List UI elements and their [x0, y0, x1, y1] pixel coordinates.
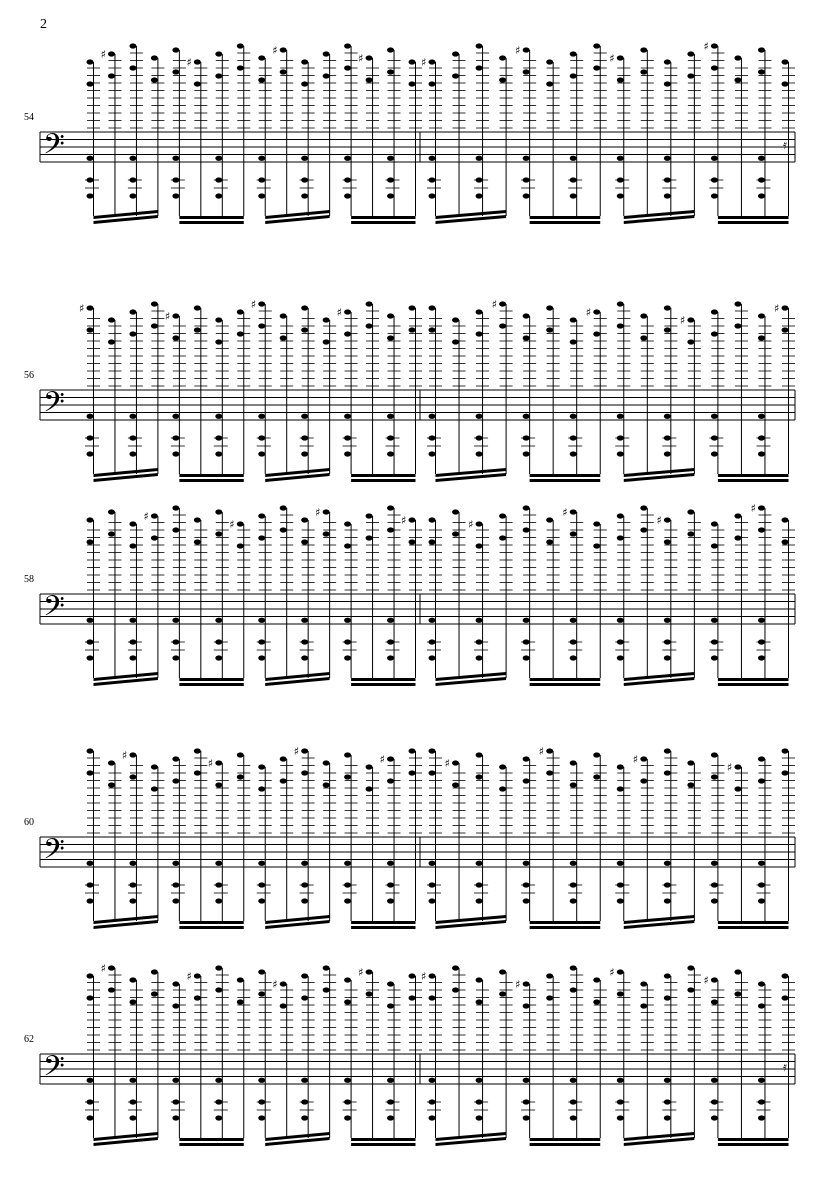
- notehead: [194, 973, 201, 978]
- notehead: [387, 981, 394, 986]
- rest-icon: 𝄿: [783, 1060, 787, 1075]
- sharp-icon: ♯: [315, 506, 321, 519]
- sharp-icon: ♯: [609, 966, 615, 979]
- notehead: [546, 973, 553, 978]
- sharp-icon: ♯: [774, 302, 780, 315]
- notehead: [280, 1003, 287, 1008]
- sharp-icon: ♯: [207, 757, 214, 770]
- notehead: [258, 1078, 265, 1083]
- sharp-icon: ♯: [585, 306, 592, 319]
- notehead: [711, 1078, 718, 1083]
- sharp-icon: ♯: [164, 310, 171, 323]
- notehead: [640, 1003, 647, 1008]
- sharp-icon: ♯: [491, 298, 497, 311]
- sharp-icon: ♯: [272, 44, 278, 57]
- rest-icon: 𝄿: [783, 138, 787, 153]
- page-number: 2: [40, 17, 47, 32]
- sharp-icon: ♯: [79, 302, 85, 315]
- sharp-icon: ♯: [379, 753, 385, 766]
- notehead: [172, 1115, 179, 1120]
- sharp-icon: ♯: [656, 514, 662, 527]
- notehead: [570, 1078, 577, 1083]
- sharp-icon: ♯: [421, 970, 427, 983]
- notehead: [301, 995, 308, 1000]
- bass-clef-icon: 𝄢: [43, 590, 65, 630]
- sharp-icon: ♯: [515, 44, 521, 57]
- beam: [530, 1138, 601, 1141]
- beam: [351, 1138, 415, 1141]
- sharp-icon: ♯: [609, 52, 615, 65]
- sharp-icon: ♯: [750, 502, 756, 515]
- beam: [718, 1138, 789, 1141]
- notehead: [129, 977, 136, 982]
- notehead: [429, 973, 436, 978]
- notehead: [409, 973, 416, 978]
- notehead: [87, 973, 94, 978]
- notehead: [570, 1115, 577, 1120]
- notehead: [237, 999, 244, 1004]
- notehead: [258, 969, 265, 974]
- bass-clef-icon: 𝄢: [43, 1050, 65, 1090]
- sharp-icon: ♯: [444, 757, 450, 770]
- notehead: [664, 1078, 671, 1083]
- sharp-icon: ♯: [100, 48, 106, 61]
- notehead: [546, 995, 553, 1000]
- notehead: [280, 981, 287, 986]
- sharp-icon: ♯: [679, 314, 686, 327]
- sharp-icon: ♯: [632, 753, 639, 766]
- notehead: [476, 1115, 483, 1120]
- notehead: [108, 987, 115, 992]
- notehead: [172, 1078, 179, 1083]
- sharp-icon: ♯: [401, 514, 407, 527]
- notehead: [758, 981, 765, 986]
- sharp-icon: ♯: [421, 56, 427, 69]
- notehead: [523, 1003, 530, 1008]
- notehead: [452, 987, 459, 992]
- sharp-icon: ♯: [358, 966, 364, 979]
- sharp-icon: ♯: [562, 506, 568, 519]
- notehead: [640, 981, 647, 986]
- notehead: [108, 965, 115, 970]
- sharp-icon: ♯: [250, 298, 257, 311]
- notehead: [617, 969, 624, 974]
- notehead: [476, 999, 483, 1004]
- notehead: [301, 1078, 308, 1083]
- notehead: [172, 1003, 179, 1008]
- notehead: [151, 991, 158, 996]
- sharp-icon: ♯: [100, 962, 106, 975]
- notehead: [172, 981, 179, 986]
- notehead: [258, 991, 265, 996]
- notehead: [499, 991, 506, 996]
- bass-clef-icon: 𝄢: [43, 833, 65, 873]
- notehead: [87, 1115, 94, 1120]
- notehead: [570, 965, 577, 970]
- notehead: [301, 973, 308, 978]
- sharp-icon: ♯: [272, 978, 278, 991]
- notehead: [617, 1078, 624, 1083]
- sharp-icon: ♯: [336, 306, 342, 319]
- notehead: [711, 999, 718, 1004]
- notehead: [87, 1078, 94, 1083]
- notehead: [301, 1115, 308, 1120]
- measure-number: 62: [24, 1034, 34, 1045]
- notehead: [215, 1115, 222, 1120]
- notehead: [194, 995, 201, 1000]
- sharp-icon: ♯: [229, 518, 235, 531]
- sharp-icon: ♯: [293, 745, 299, 758]
- notehead: [258, 1115, 265, 1120]
- notehead: [344, 1115, 351, 1120]
- notehead: [782, 995, 789, 1000]
- beam: [351, 1143, 415, 1146]
- notehead: [215, 987, 222, 992]
- sharp-icon: ♯: [121, 749, 128, 762]
- sharp-icon: ♯: [468, 518, 474, 531]
- sharp-icon: ♯: [703, 974, 709, 987]
- notehead: [687, 965, 694, 970]
- notehead: [499, 969, 506, 974]
- notehead: [344, 1078, 351, 1083]
- beam: [179, 1143, 243, 1146]
- sharp-icon: ♯: [186, 970, 192, 983]
- notehead: [452, 965, 459, 970]
- sharp-icon: ♯: [186, 56, 192, 69]
- notehead: [617, 991, 624, 996]
- notehead: [664, 995, 671, 1000]
- notehead: [323, 987, 330, 992]
- notehead: [344, 977, 351, 982]
- notehead: [782, 973, 789, 978]
- beam: [718, 1143, 789, 1146]
- notehead: [323, 965, 330, 970]
- bass-clef-icon: 𝄢: [43, 128, 65, 168]
- notehead: [429, 1078, 436, 1083]
- notehead: [523, 1078, 530, 1083]
- notehead: [129, 1115, 136, 1120]
- notehead: [711, 977, 718, 982]
- notehead: [758, 1078, 765, 1083]
- notehead: [387, 1078, 394, 1083]
- sharp-icon: ♯: [538, 745, 544, 758]
- sharp-icon: ♯: [143, 510, 149, 523]
- notehead: [758, 1003, 765, 1008]
- notehead: [476, 977, 483, 982]
- notehead: [687, 987, 694, 992]
- sharp-icon: ♯: [515, 978, 521, 991]
- notehead: [366, 991, 373, 996]
- sharp-icon: ♯: [358, 52, 364, 65]
- measure-number: 60: [24, 817, 34, 828]
- notehead: [711, 1115, 718, 1120]
- sharp-icon: ♯: [703, 40, 709, 53]
- notehead: [366, 969, 373, 974]
- notehead: [734, 991, 741, 996]
- notehead: [387, 1115, 394, 1120]
- sharp-icon: ♯: [726, 761, 733, 774]
- notehead: [344, 999, 351, 1004]
- notehead: [129, 999, 136, 1004]
- notehead: [734, 969, 741, 974]
- notehead: [664, 1115, 671, 1120]
- notehead: [476, 1078, 483, 1083]
- notehead: [523, 981, 530, 986]
- notehead: [593, 977, 600, 982]
- notehead: [758, 1115, 765, 1120]
- notehead: [87, 995, 94, 1000]
- notehead: [387, 1003, 394, 1008]
- notehead: [523, 1115, 530, 1120]
- notehead: [129, 1078, 136, 1083]
- notehead: [617, 1115, 624, 1120]
- notehead: [429, 995, 436, 1000]
- beam: [530, 1143, 601, 1146]
- notehead: [664, 973, 671, 978]
- notehead: [215, 1078, 222, 1083]
- measure-number: 58: [24, 574, 34, 585]
- notehead: [593, 999, 600, 1004]
- notehead: [151, 969, 158, 974]
- notehead: [215, 965, 222, 970]
- notehead: [570, 987, 577, 992]
- bass-clef-icon: 𝄢: [43, 386, 65, 426]
- notehead: [429, 1115, 436, 1120]
- notehead: [237, 977, 244, 982]
- beam: [179, 1138, 243, 1141]
- notehead: [409, 995, 416, 1000]
- measure-number: 56: [24, 370, 34, 381]
- measure-number: 54: [24, 112, 34, 123]
